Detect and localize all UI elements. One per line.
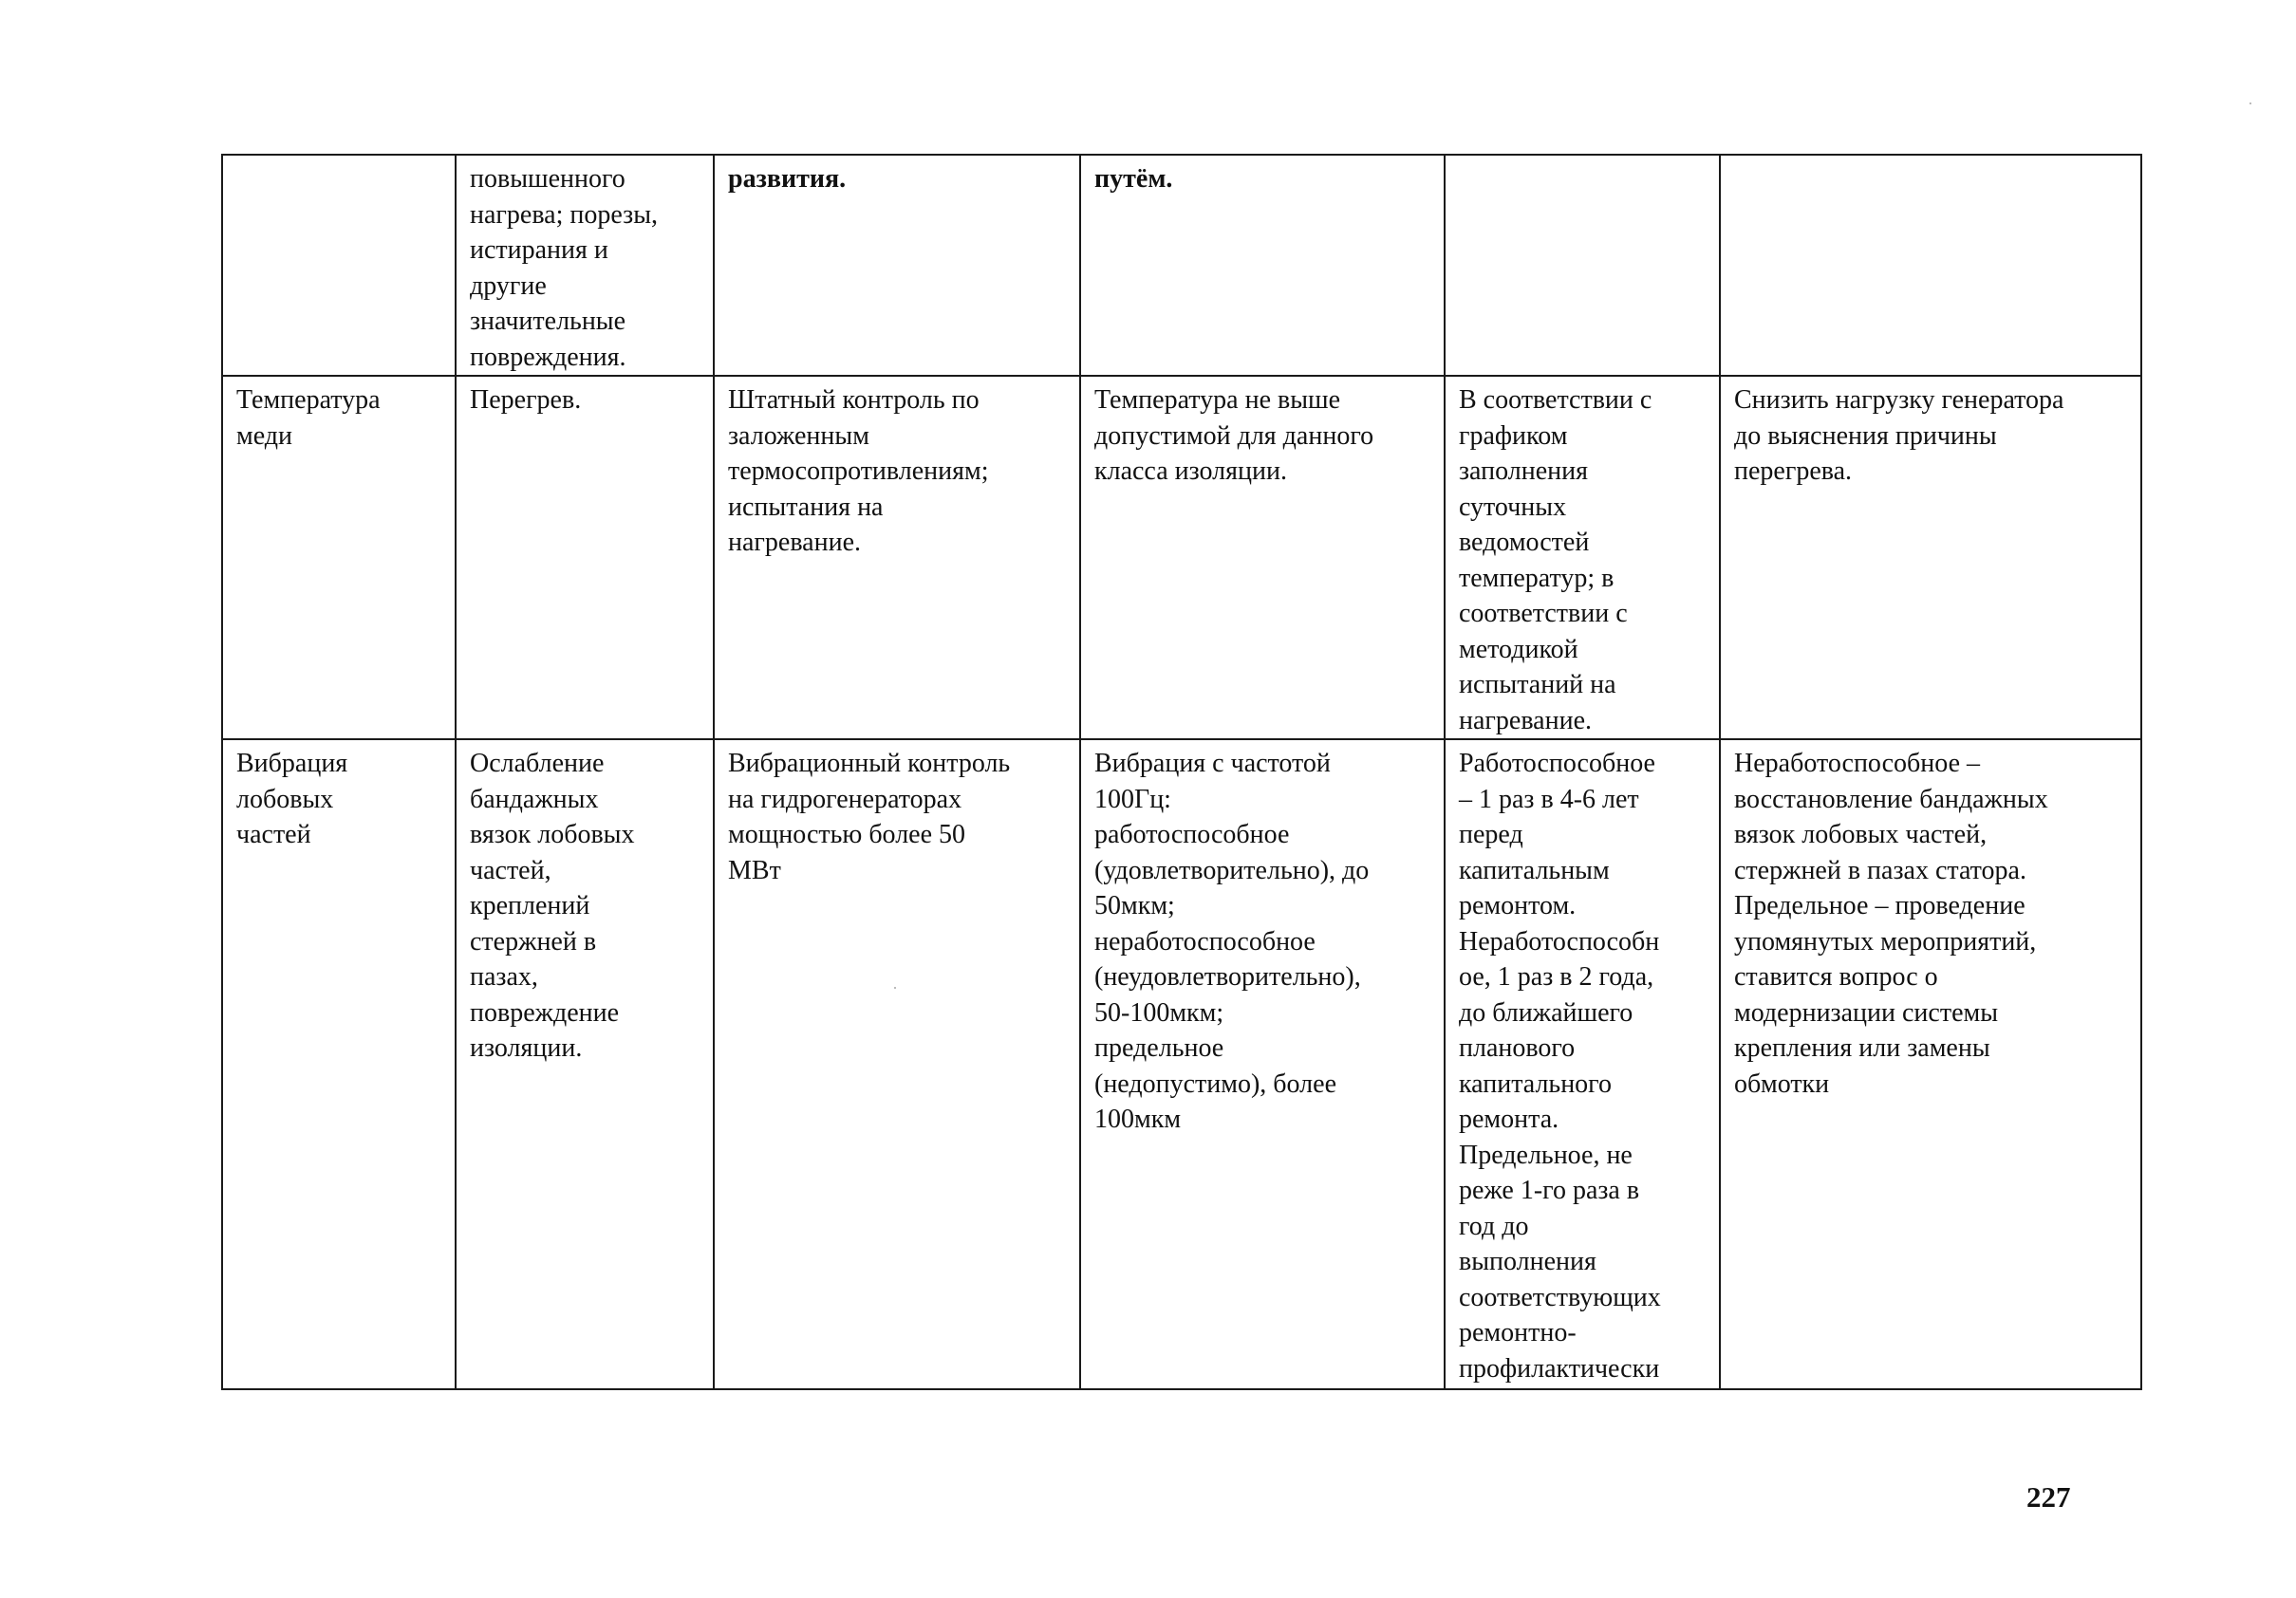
table-cell: Вибрационный контроль на гидрогенераторах мощностью более 50 МВт — [714, 739, 1080, 1389]
table-row — [222, 155, 2141, 376]
scan-speck — [2249, 102, 2251, 104]
table-cell: Вибрация с частотой 100Гц: работоспособное (удовлетворительно), до 50мкм; неработоспособное (неудовлетворительно), 50-100мкм; предельное (недопустимо), более 100мкм — [1080, 739, 1445, 1389]
table-cell: повышенного нагрева; порезы, истирания и другие значительные повреждения. — [456, 155, 714, 376]
table-row — [222, 739, 2141, 1389]
table-cell: Снизить нагрузку генератора до выяснения причины перегрева. — [1720, 376, 2141, 739]
table-cell: Работоспособное – 1 раз в 4-6 лет перед капитальным ремонтом. Неработоспособн ое, 1 раз в 2 года, до ближайшего планового капитального ремонта. Предельное, не реже 1-го раза в год до выполнения соответствующих ремонтно- профилактически — [1445, 739, 1720, 1389]
table-cell: Штатный контроль по заложенным термосопротивлениям; испытания на нагревание. — [714, 376, 1080, 739]
table-cell: Перегрев. — [456, 376, 714, 739]
table-cell: развития. — [714, 155, 1080, 376]
table-cell: Температура не выше допустимой для данного класса изоляции. — [1080, 376, 1445, 739]
table-cell — [222, 155, 456, 376]
table-cell: Температура меди — [222, 376, 456, 739]
document-table — [221, 154, 2142, 1390]
page-number: 227 — [2026, 1480, 2071, 1514]
table-cell: Неработоспособное – восстановление бандажных вязок лобовых частей, стержней в пазах статора. Предельное – проведение упомянутых мероприятий, ставится вопрос о модернизации системы крепления или замены обмотки — [1720, 739, 2141, 1389]
table-cell — [1445, 155, 1720, 376]
table-cell: Вибрация лобовых частей — [222, 739, 456, 1389]
table-row — [222, 376, 2141, 739]
scan-speck — [894, 987, 896, 989]
table-cell: В соответствии с графиком заполнения суточных ведомостей температур; в соответствии с методикой испытаний на нагревание. — [1445, 376, 1720, 739]
table-cell: Ослабление бандажных вязок лобовых частей, креплений стержней в пазах, повреждение изоляции. — [456, 739, 714, 1389]
table-cell: путём. — [1080, 155, 1445, 376]
table-cell — [1720, 155, 2141, 376]
